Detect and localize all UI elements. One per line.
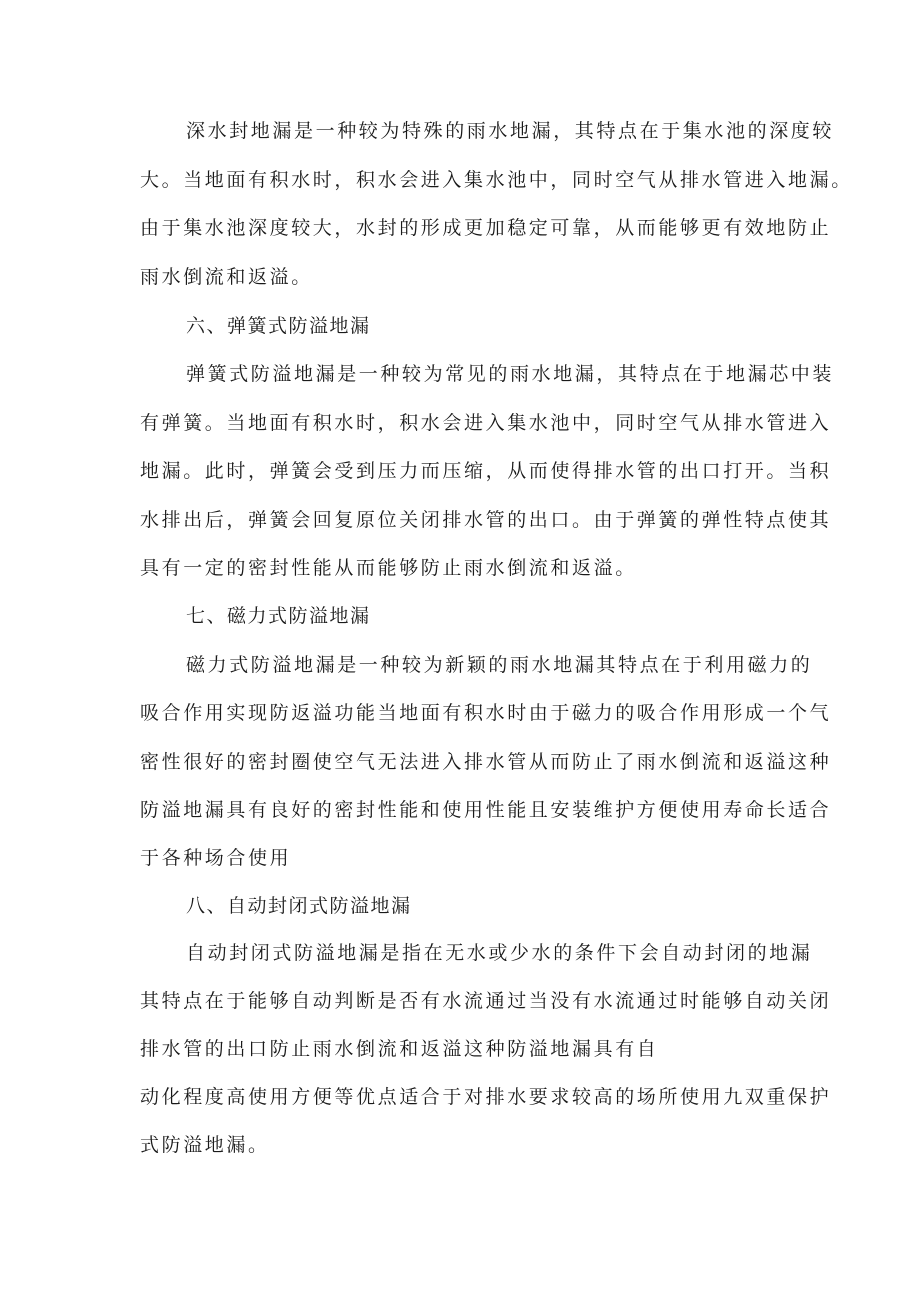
paragraph-line: 自动封闭式防溢地漏是指在无水或少水的条件下会自动封闭的地漏 [186,942,813,964]
paragraph-line: 排水管的出口防止雨水倒流和返溢这种防溢地漏具有自 [140,1038,659,1060]
section-heading: 六、弹簧式防溢地漏 [186,315,371,337]
paragraph-line: 雨水倒流和返溢。 [140,266,313,288]
paragraph-line: 式防溢地漏。 [140,1134,270,1156]
paragraph-line: 密性很好的密封圈使空气无法进入排水管从而防止了雨水倒流和返溢这种 [140,751,832,773]
paragraph-line: 有弹簧。当地面有积水时，积水会进入集水池中，同时空气从排水管进入 [140,412,832,434]
paragraph-line: 由于集水池深度较大，水封的形成更加稳定可靠，从而能够更有效地防止 [140,217,832,239]
paragraph-line: 其特点在于能够自动判断是否有水流通过当没有水流通过时能够自动关闭 [140,990,832,1012]
section-heading: 七、磁力式防溢地漏 [186,605,371,627]
paragraph-line: 大。当地面有积水时，积水会进入集水池中，同时空气从排水管进入地漏。 [140,169,853,191]
paragraph-line: 具有一定的密封性能从而能够防止雨水倒流和返溢。 [140,557,637,579]
paragraph-line: 于各种场合使用 [140,847,292,869]
paragraph-line: 弹簧式防溢地漏是一种较为常见的雨水地漏，其特点在于地漏芯中装 [186,363,835,385]
paragraph-line: 防溢地漏具有良好的密封性能和使用性能且安装维护方便使用寿命长适合 [140,799,832,821]
paragraph-line: 吸合作用实现防返溢功能当地面有积水时由于磁力的吸合作用形成一个气 [140,702,832,724]
paragraph-line: 深水封地漏是一种较为特殊的雨水地漏，其特点在于集水池的深度较 [186,120,835,142]
paragraph-line: 地漏。此时，弹簧会受到压力而压缩，从而使得排水管的出口打开。当积 [140,460,832,482]
section-heading: 八、自动封闭式防溢地漏 [186,895,412,917]
paragraph-line: 磁力式防溢地漏是一种较为新颖的雨水地漏其特点在于利用磁力的 [186,654,813,676]
paragraph-line: 动化程度高使用方便等优点适合于对排水要求较高的场所使用九双重保护 [140,1086,832,1108]
paragraph-line: 水排出后，弹簧会回复原位关闭排水管的出口。由于弹簧的弹性特点使其 [140,509,832,531]
